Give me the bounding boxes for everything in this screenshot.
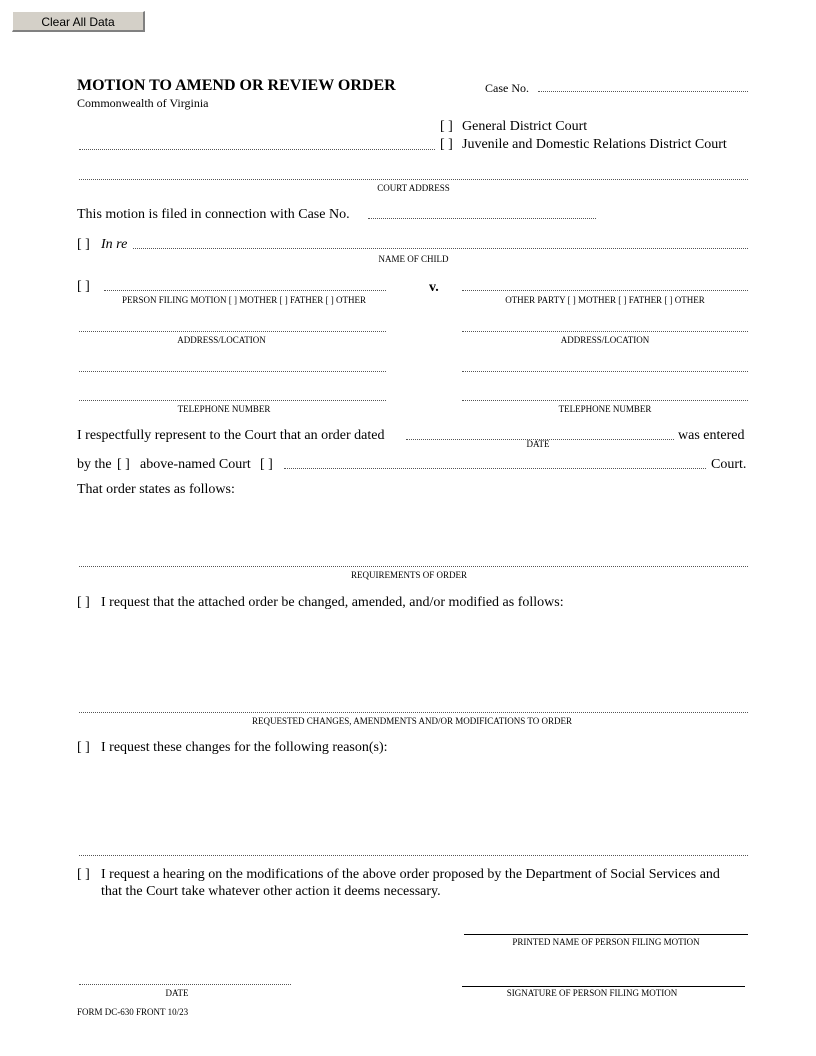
court-address-caption: COURT ADDRESS xyxy=(377,183,450,193)
hearing-text-line1: I request a hearing on the modifications of the above order proposed by the Department of Social Services and xyxy=(101,867,720,882)
person-filing-checkbox[interactable]: [ ] xyxy=(77,279,90,294)
other-party-caption: OTHER PARTY [ ] MOTHER [ ] FATHER [ ] OTHER xyxy=(505,295,705,305)
clear-all-data-button[interactable]: Clear All Data xyxy=(12,11,145,32)
other-telephone-caption: TELEPHONE NUMBER xyxy=(558,404,652,414)
reason-field[interactable] xyxy=(79,855,748,856)
was-entered-text: was entered xyxy=(678,428,745,443)
change-request-checkbox[interactable]: [ ] xyxy=(77,595,90,610)
requirements-caption: REQUIREMENTS OF ORDER xyxy=(350,570,467,580)
filer-address-field-2[interactable] xyxy=(79,371,386,372)
other-address-caption: ADDRESS/LOCATION xyxy=(560,335,650,345)
general-district-label: General District Court xyxy=(462,119,588,134)
signature-caption: SIGNATURE OF PERSON FILING MOTION xyxy=(506,988,678,998)
order-states-text: That order states as follows: xyxy=(77,482,235,497)
other-address-field-1[interactable] xyxy=(462,331,748,332)
signature-date-field[interactable] xyxy=(79,984,291,985)
signature-date-caption: DATE xyxy=(165,988,189,998)
case-connection-text: This motion is filed in connection with Case No. xyxy=(77,207,350,222)
form-subtitle: Commonwealth of Virginia xyxy=(77,96,209,110)
filer-address-field-1[interactable] xyxy=(79,331,386,332)
court-end-text: Court. xyxy=(711,457,747,472)
other-court-field[interactable] xyxy=(284,468,706,469)
other-court-checkbox[interactable]: [ ] xyxy=(260,457,273,472)
other-address-field-2[interactable] xyxy=(462,371,748,372)
above-named-court-checkbox[interactable]: [ ] xyxy=(117,457,130,472)
other-telephone-field[interactable] xyxy=(462,400,748,401)
child-name-field[interactable] xyxy=(133,248,748,249)
versus-label: v. xyxy=(429,280,439,295)
order-date-caption: DATE xyxy=(526,439,550,449)
reason-text: I request these changes for the following reason(s): xyxy=(101,740,388,755)
child-name-caption: NAME OF CHILD xyxy=(378,254,449,264)
printed-name-field[interactable] xyxy=(464,934,748,935)
person-filing-field[interactable] xyxy=(104,290,386,291)
jdr-district-checkbox[interactable]: [ ] xyxy=(440,137,453,152)
case-no-label: Case No. xyxy=(485,81,529,95)
in-re-checkbox[interactable]: [ ] xyxy=(77,237,90,252)
other-party-field[interactable] xyxy=(462,290,748,291)
filer-telephone-field[interactable] xyxy=(79,400,386,401)
form-title: MOTION TO AMEND OR REVIEW ORDER xyxy=(77,77,396,94)
case-no-field[interactable] xyxy=(538,91,748,92)
form-id: FORM DC-630 FRONT 10/23 xyxy=(77,1007,189,1017)
hearing-text-line2: that the Court take whatever other action it deems necessary. xyxy=(101,884,441,899)
represent-text: I respectfully represent to the Court that an order dated xyxy=(77,428,385,443)
court-name-field[interactable] xyxy=(79,149,435,150)
printed-name-caption: PRINTED NAME OF PERSON FILING MOTION xyxy=(512,937,700,947)
court-address-field[interactable] xyxy=(79,179,748,180)
change-request-text: I request that the attached order be changed, amended, and/or modified as follows: xyxy=(101,595,564,610)
above-named-court-label: above-named Court xyxy=(140,457,251,472)
related-case-no-field[interactable] xyxy=(368,218,596,219)
by-the-text: by the xyxy=(77,457,112,472)
general-district-checkbox[interactable]: [ ] xyxy=(440,119,453,134)
filer-address-caption: ADDRESS/LOCATION xyxy=(177,335,266,345)
reason-checkbox[interactable]: [ ] xyxy=(77,740,90,755)
filer-telephone-caption: TELEPHONE NUMBER xyxy=(177,404,271,414)
requested-changes-field[interactable] xyxy=(79,712,748,713)
in-re-label: In re xyxy=(101,237,128,252)
person-filing-caption: PERSON FILING MOTION [ ] MOTHER [ ] FATHER [ ] OTHER xyxy=(121,295,367,305)
requirements-field[interactable] xyxy=(79,566,748,567)
requested-changes-caption: REQUESTED CHANGES, AMENDMENTS AND/OR MODIFICATIONS TO ORDER xyxy=(252,716,572,726)
signature-field[interactable] xyxy=(462,986,745,987)
jdr-district-label: Juvenile and Domestic Relations District Court xyxy=(462,137,727,152)
hearing-checkbox[interactable]: [ ] xyxy=(77,867,90,882)
